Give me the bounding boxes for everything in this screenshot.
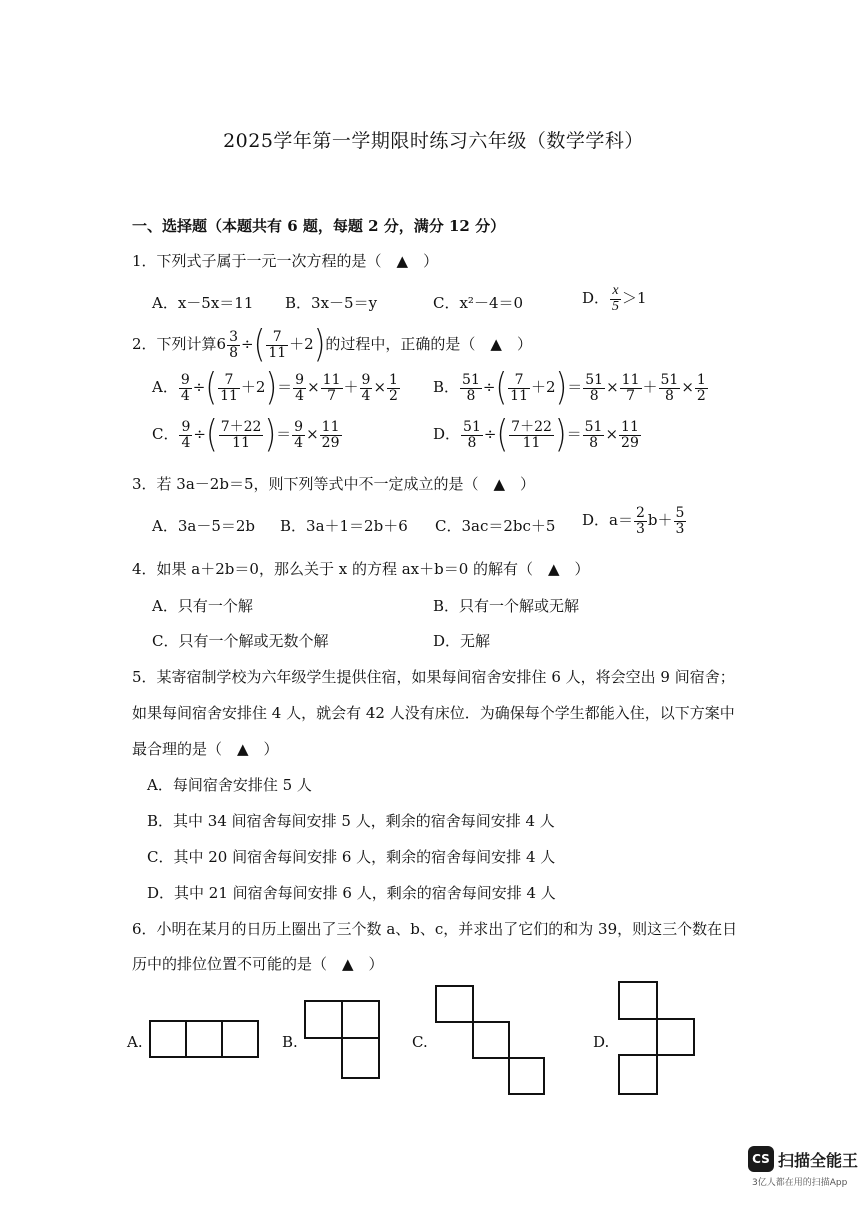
q4-option-a: A．只有一个解 [152, 597, 253, 615]
q4-option-c: C．只有一个解或无数个解 [152, 632, 329, 650]
q4-stem: 4．如果 a＋2b＝0，那么关于 x 的方程 ax＋b＝0 的解有（ ▲ ） [132, 560, 590, 578]
q6-line1: 6．小明在某月的日历上圈出了三个数 a、b、c，并求出了它们的和为 39，则这三个数在日 [132, 920, 738, 938]
q3-option-b: B．3a＋1＝2b＋6 [280, 517, 408, 535]
calendar-cell [221, 1020, 259, 1058]
calendar-cell [435, 985, 474, 1023]
q1-option-b: B．3x－5＝y [285, 294, 378, 312]
q4-option-b: B．只有一个解或无解 [433, 597, 580, 615]
camscanner-logo-icon: CS [748, 1146, 774, 1172]
q3-option-d: D．a＝ $\frac{2}{3}$ b＋ $\frac{5}{3}$ [582, 505, 685, 537]
q2-option-c: C． $\frac{9}{4}$ ÷( $\frac{7+22}{11}$ )＝ $\frac{9}{4}$ × $\frac{11}{29}$ [152, 412, 340, 457]
q3-stem: 3．若 3a－2b＝5，则下列等式中不一定成立的是（ ▲ ） [132, 475, 536, 493]
q1-stem: 1．下列式子属于一元一次方程的是（ ▲ ） [132, 252, 439, 270]
q5-line2: 如果每间宿舍安排住 4 人，就会有 42 人没有床位．为确保每个学生都能入住，以下方案中 [132, 704, 735, 722]
calendar-cell [185, 1020, 223, 1058]
calendar-cell [618, 981, 658, 1020]
q3-option-a: A．3a－5＝2b [152, 517, 256, 535]
q5-option-c: C．其中 20 间宿舍每间安排 6 人，剩余的宿舍每间安排 4 人 [147, 848, 556, 866]
q1-option-c: C．x²－4＝0 [433, 294, 524, 312]
q6-option-b-label: B. [282, 1033, 298, 1051]
page-title: 2025学年第一学期限时练习六年级（数学学科） [223, 130, 644, 152]
q1-option-d: D． $\frac{x}{5}$ ＞1 [582, 283, 647, 314]
calendar-cell [472, 1021, 510, 1059]
watermark-name: 扫描全能王 [778, 1151, 859, 1170]
q6-option-d-label: D. [593, 1033, 610, 1051]
q2-option-a: A． $\frac{9}{4}$ ÷( $\frac{7}{11}$ ＋2)＝ $\frac{9}{4}$ × $\frac{11}{7}$ ＋ $\frac{9}{4}$ × $\frac{1}{2}$ [152, 365, 398, 410]
calendar-cell [304, 1000, 343, 1039]
q6-option-c-label: C. [412, 1033, 428, 1051]
q5-line3: 最合理的是（ ▲ ） [132, 740, 279, 758]
q2-option-d: D． $\frac{51}{8}$ ÷( $\frac{7+22}{11}$ )＝ $\frac{51}{8}$ × $\frac{11}{29}$ [433, 412, 639, 457]
calendar-cell [149, 1020, 187, 1058]
calendar-cell [341, 1000, 380, 1039]
q3-option-c: C．3ac＝2bc＋5 [435, 517, 556, 535]
q1-option-a: A．x－5x＝11 [152, 294, 254, 312]
calendar-cell [341, 1037, 380, 1079]
watermark-tagline: 3亿人都在用的扫描App [752, 1178, 848, 1188]
q5-option-b: B．其中 34 间宿舍每间安排 5 人，剩余的宿舍每间安排 4 人 [147, 812, 555, 830]
q5-option-a: A．每间宿舍安排住 5 人 [147, 776, 312, 794]
q6-line2: 历中的排位位置不可能的是（ ▲ ） [132, 955, 384, 973]
q2-option-b: B． $\frac{51}{8}$ ÷( $\frac{7}{11}$ ＋2)＝ $\frac{51}{8}$ × $\frac{11}{7}$ ＋ $\frac{51}{8}$ × $\frac{1}{2}$ [433, 365, 706, 410]
calendar-cell [508, 1057, 545, 1095]
calendar-cell [618, 1054, 658, 1095]
q5-option-d: D．其中 21 间宿舍每间安排 6 人，剩余的宿舍每间安排 4 人 [147, 884, 556, 902]
calendar-cell [656, 1018, 695, 1056]
q5-line1: 5．某寄宿制学校为六年级学生提供住宿，如果每间宿舍安排住 6 人，将会空出 9 间宿舍； [132, 668, 735, 686]
q2-stem: 2．下列计算6 $\frac{3}{8}$ ÷( $\frac{7}{11}$ ＋2)的过程中，正确的是（ ▲ ） [132, 322, 532, 367]
section-heading: 一、选择题（本题共有 6 题，每题 2 分，满分 12 分） [132, 217, 506, 235]
q6-option-a-label: A. [127, 1033, 143, 1051]
q4-option-d: D．无解 [433, 632, 491, 650]
